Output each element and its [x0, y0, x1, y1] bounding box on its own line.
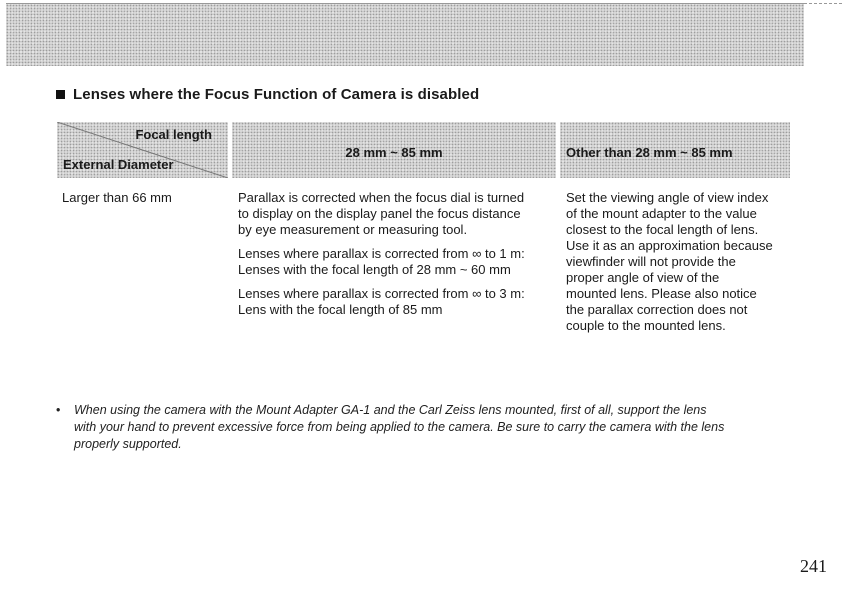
bullet-icon: •: [56, 403, 61, 417]
text-line: couple to the mounted lens.: [566, 318, 726, 333]
focal-length-label: Focal length: [135, 127, 212, 142]
header-cell-diagonal: [57, 122, 228, 178]
column-heading-other: Other than 28 mm ~ 85 mm: [566, 145, 733, 160]
paragraph: [238, 246, 558, 278]
text-line: the parallax correction does not: [566, 302, 748, 317]
section-title-text: Lenses where the Focus Function of Camera is disabled: [73, 86, 480, 103]
text-line: mounted lens. Please also notice: [566, 286, 757, 301]
external-diameter-label: External Diameter: [63, 157, 174, 172]
text-line: closest to the focal length of lens.: [566, 222, 759, 237]
text-line: to display on the display panel the focus distance: [238, 206, 521, 221]
diameter-value: Larger than 66 mm: [62, 190, 172, 205]
text-line: proper angle of view of the: [566, 270, 720, 285]
square-bullet-icon: [56, 90, 65, 99]
page-number: 241: [800, 556, 827, 576]
text-line: Parallax is corrected when the focus dial is turned: [238, 190, 525, 205]
column-heading-28-85: 28 mm ~ 85 mm: [345, 145, 443, 160]
table-cell-28-85: [238, 190, 558, 326]
header-cell-other: [560, 122, 790, 178]
text-line: Lenses with the focal length of 28 mm ~ 60 mm: [238, 262, 511, 277]
text-line: Set the viewing angle of view index: [566, 190, 769, 205]
text-line: by eye measurement or measuring tool.: [238, 222, 468, 237]
section-title: [56, 86, 479, 103]
text-line: of the mount adapter to the value: [566, 206, 757, 221]
header-rule: [804, 3, 842, 5]
table-cell-other: [566, 190, 800, 334]
header-cell-28-85: [232, 122, 556, 178]
text-line: Lenses where parallax is corrected from ∞ to 1 m:: [238, 246, 525, 261]
text-line: properly supported.: [74, 437, 182, 451]
table-cell-diameter: [62, 190, 227, 206]
header-band: [6, 3, 804, 66]
note-text: [74, 402, 724, 453]
paragraph: [238, 190, 558, 238]
text-line: Lenses where parallax is corrected from ∞ to 3 m:: [238, 286, 525, 301]
text-line: with your hand to prevent excessive force from being applied to the camera. Be sure to carry the camera with the lens: [74, 420, 725, 434]
text-line: viewfinder will not provide the: [566, 254, 736, 269]
text-line: When using the camera with the Mount Adapter GA-1 and the Carl Zeiss lens mounted, first of all, support the lens: [74, 403, 707, 417]
paragraph: [238, 286, 558, 318]
text-line: Use it as an approximation because: [566, 238, 773, 253]
text-line: Lens with the focal length of 85 mm: [238, 302, 443, 317]
